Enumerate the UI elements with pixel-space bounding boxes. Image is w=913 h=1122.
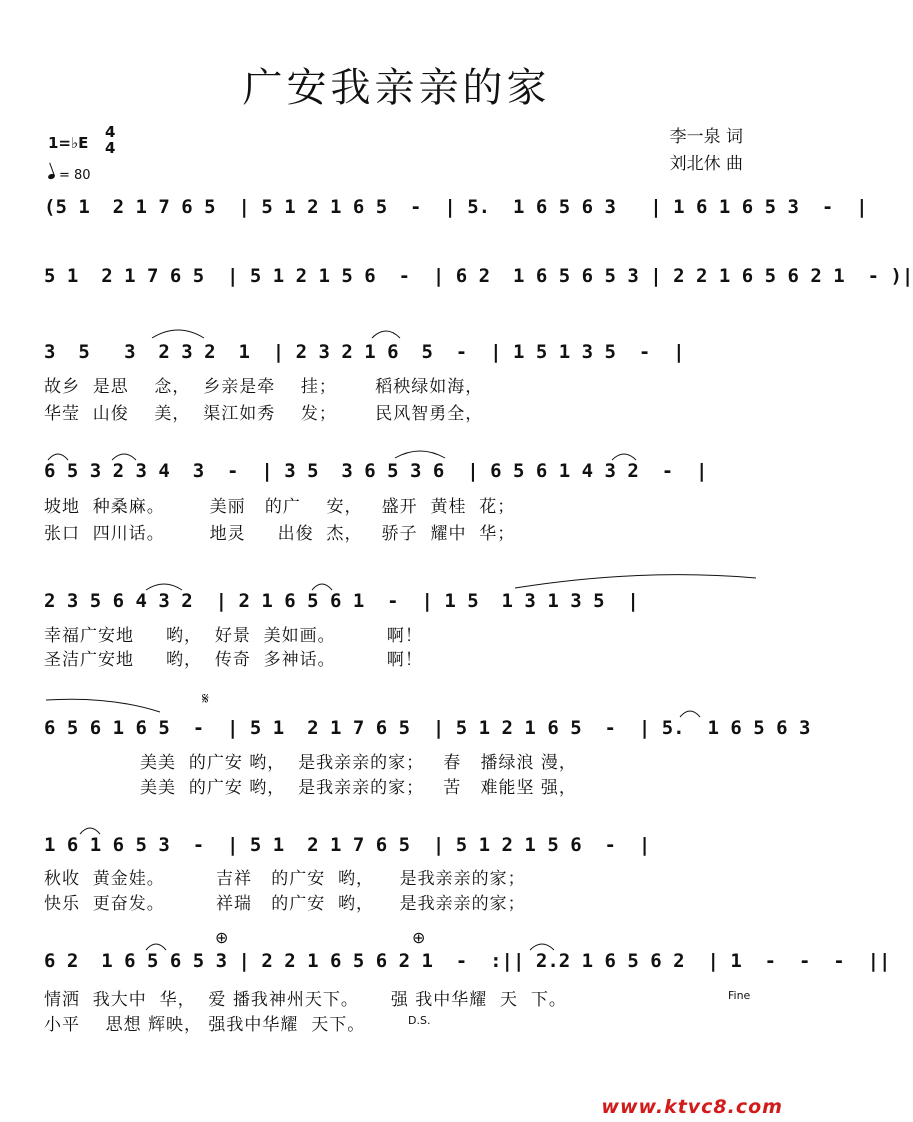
- lyric-verse-1: 坡地 种桑麻。 美丽 的广 安， 盛开 黄桂 花；: [44, 497, 516, 517]
- lyric-verse-2: 小平 思想 辉映， 强我中华耀 天下。: [44, 1015, 366, 1035]
- lyric-verse-2: 华莹 山俊 美， 渠江如秀 发； 民风智勇全，: [44, 404, 484, 424]
- music-line: 5 1 2 1 7 6 5 | 5 1 2 1 5 6 - | 6 2 1 6 5 6 5 3 | 2 2 1 6 5 6 2 1 - )|: [44, 265, 913, 287]
- segno-icon: 𝄋: [202, 689, 209, 708]
- site-watermark: www.ktvc8.com: [601, 1096, 783, 1118]
- tempo-value: = 80: [59, 168, 91, 183]
- music-line: 6 5 6 1 6 5 - | 5 1 2 1 7 6 5 | 5 1 2 1 6 5 - | 5. 1 6 5 6 3: [44, 717, 811, 739]
- composer-credit: 刘北休 曲: [669, 154, 743, 174]
- music-line: 1 6 1 6 5 3 - | 5 1 2 1 7 6 5 | 5 1 2 1 5 6 - |: [44, 834, 651, 856]
- lyric-verse-1: 秋收 黄金娃。 吉祥 的广安 哟， 是我亲亲的家；: [44, 869, 526, 889]
- music-line: 2 3 5 6 4 3 2 | 2 1 6 5 6 1 - | 1 5 1 3 1 3 5 |: [44, 590, 639, 612]
- coda-icon: ⊕: [215, 928, 229, 947]
- key-signature: 1=♭E: [48, 134, 89, 152]
- coda-icon: ⊕: [412, 928, 426, 947]
- song-title: 广安我亲亲的家: [242, 65, 551, 111]
- fine-mark: Fine: [728, 989, 751, 1002]
- music-line: 6 5 3 2 3 4 3 - | 3 5 3 6 5 3 6 | 6 5 6 1 4 3 2 - |: [44, 460, 708, 482]
- lyric-verse-1: 美美 的广安 哟， 是我亲亲的家； 春 播绿浪 漫，: [44, 753, 577, 773]
- lyric-verse-2: 美美 的广安 哟， 是我亲亲的家； 苦 难能坚 强，: [44, 778, 577, 798]
- lyric-verse-2: 快乐 更奋发。 祥瑞 的广安 哟， 是我亲亲的家；: [44, 894, 526, 914]
- music-line: (5 1 2 1 7 6 5 | 5 1 2 1 6 5 - | 5. 1 6 5 6 3 | 1 6 1 6 5 3 - |: [44, 196, 868, 218]
- lyric-verse-1: 幸福广安地 哟， 好景 美如画。 啊！: [44, 626, 423, 646]
- lyric-verse-1: 情洒 我大中 华， 爱 播我神州天下。 强 我中华耀 天 下。: [44, 990, 567, 1010]
- lyric-verse-1: 故乡 是思 念， 乡亲是牵 挂； 稻秧绿如海，: [44, 377, 484, 397]
- ds-mark: D.S.: [408, 1014, 431, 1027]
- music-line: 3 5 3 2 3 2 1 | 2 3 2 1 6 5 - | 1 5 1 3 5 - |: [44, 341, 685, 363]
- time-signature-top: 4: [105, 123, 116, 141]
- lyricist-credit: 李一泉 词: [669, 127, 743, 147]
- lyric-verse-2: 圣洁广安地 哟， 传奇 多神话。 啊！: [44, 650, 423, 670]
- time-signature-bottom: 4: [105, 139, 116, 157]
- lyric-verse-2: 张口 四川话。 地灵 出俊 杰， 骄子 耀中 华；: [44, 524, 516, 544]
- music-line: 6 2 1 6 5 6 5 3 | 2 2 1 6 5 6 2 1 - :|| 2.2 1 6 5 6 2 | 1 - - - ||: [44, 950, 891, 972]
